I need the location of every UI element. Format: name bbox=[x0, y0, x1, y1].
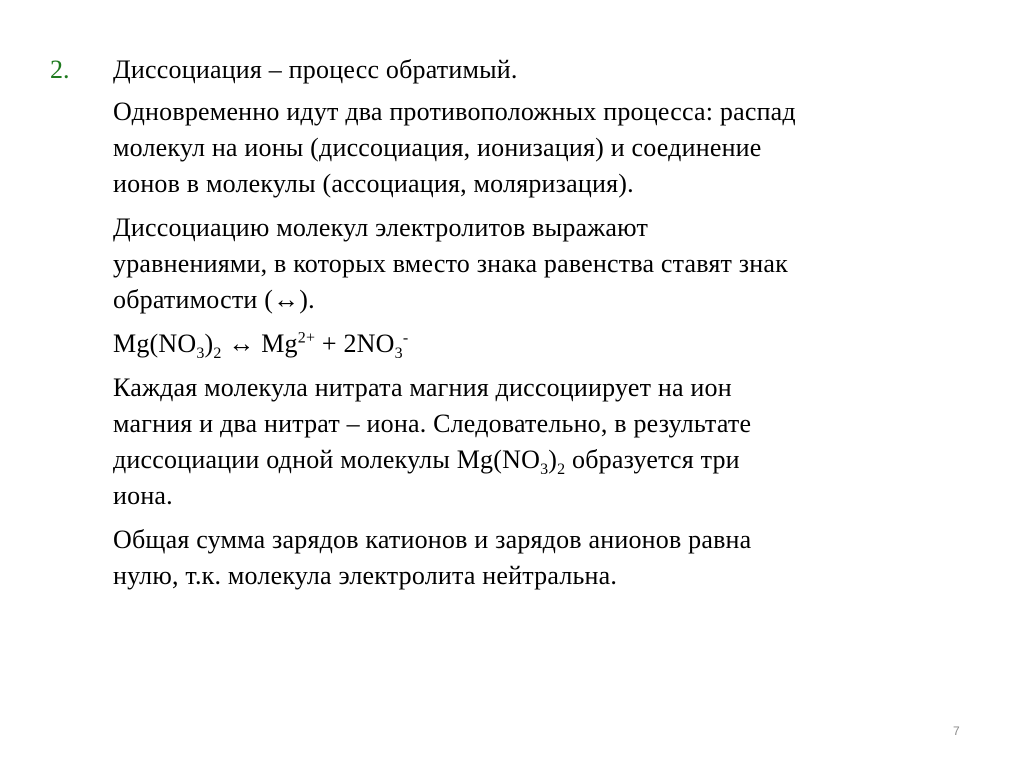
equation-reactant: Mg(NO bbox=[113, 329, 197, 358]
equation-arrow: ↔ bbox=[221, 329, 262, 358]
paragraph-line: обратимости (↔). bbox=[113, 285, 315, 314]
equation-bracket: ) bbox=[204, 329, 214, 358]
slide-heading: Диссоциация – процесс обратимый. bbox=[113, 55, 518, 84]
paragraph-line: Каждая молекула нитрата магния диссоциирует на ион bbox=[113, 373, 732, 402]
line-text: образуется три bbox=[565, 445, 740, 474]
slide-content bbox=[113, 52, 973, 602]
paragraph-line bbox=[113, 442, 973, 478]
paragraph-line: молекул на ионы (диссоциация, ионизация) и соединение bbox=[113, 133, 762, 162]
line-text: диссоциации одной молекулы Mg(NO bbox=[113, 445, 541, 474]
dissociation-equation bbox=[113, 326, 973, 362]
paragraph-line: магния и два нитрат – иона. Следовательно, в результате bbox=[113, 409, 752, 438]
equation-superscript: - bbox=[402, 329, 409, 347]
paragraph-line: уравнениями, в которых вместо знака равенства ставят знак bbox=[113, 249, 788, 278]
formula-subscript: 3 bbox=[540, 461, 549, 479]
paragraph-line: нулю, т.к. молекула электролита нейтральна. bbox=[113, 561, 618, 590]
paragraph-equations bbox=[113, 210, 973, 318]
equation-anion: 2NO bbox=[343, 329, 395, 358]
equation-subscript: 3 bbox=[196, 345, 205, 363]
paragraph-line: Одновременно идут два противоположных процесса: распад bbox=[113, 97, 796, 126]
page-number: 7 bbox=[953, 724, 960, 738]
equation-superscript: 2+ bbox=[297, 329, 316, 347]
list-item-number: 2. bbox=[50, 55, 70, 84]
paragraph-line: ионов в молекулы (ассоциация, моляризация). bbox=[113, 169, 634, 198]
equation-plus: + bbox=[315, 329, 344, 358]
paragraph-line: Общая сумма зарядов катионов и зарядов анионов равна bbox=[113, 525, 752, 554]
formula-subscript: 2 bbox=[557, 461, 566, 479]
paragraph-processes bbox=[113, 94, 973, 202]
paragraph-charges bbox=[113, 522, 973, 594]
equation-subscript: 3 bbox=[394, 345, 403, 363]
paragraph-line: иона. bbox=[113, 481, 173, 510]
formula-bracket: ) bbox=[548, 445, 558, 474]
paragraph-line: Диссоциацию молекул электролитов выражают bbox=[113, 213, 649, 242]
equation-cation: Mg bbox=[261, 329, 298, 358]
paragraph-nitrate bbox=[113, 370, 973, 514]
equation-subscript: 2 bbox=[213, 345, 222, 363]
